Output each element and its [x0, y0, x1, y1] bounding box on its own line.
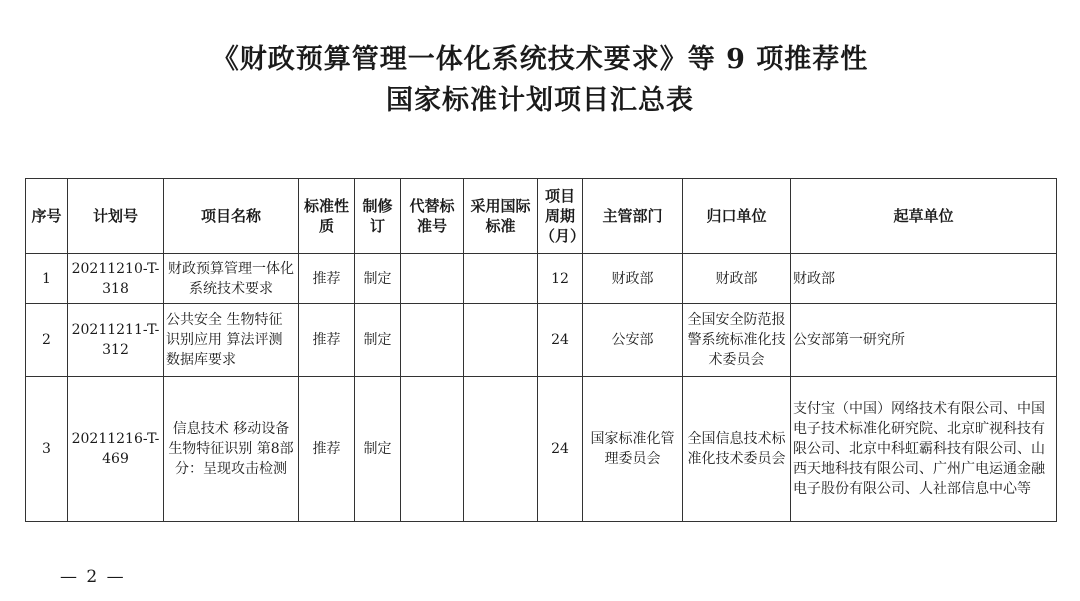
header-revise: 制修订: [355, 179, 401, 254]
table-row: [26, 304, 1057, 377]
cell-intl: [464, 304, 538, 377]
cell-nature: 推荐: [299, 377, 355, 522]
cell-no: 2: [26, 304, 68, 377]
header-no: 序号: [26, 179, 68, 254]
cell-cycle: 12: [538, 254, 583, 304]
cell-revise: 制定: [355, 377, 401, 522]
cell-intl: [464, 254, 538, 304]
standards-table: [25, 178, 1057, 522]
header-unit: 归口单位: [683, 179, 791, 254]
cell-no: 3: [26, 377, 68, 522]
cell-unit: 全国信息技术标准化技术委员会: [683, 377, 791, 522]
cell-revise: 制定: [355, 254, 401, 304]
cell-revise: 制定: [355, 304, 401, 377]
cell-drafter: 财政部: [791, 254, 1057, 304]
cell-dept: 公安部: [583, 304, 683, 377]
cell-no: 1: [26, 254, 68, 304]
cell-nature: 推荐: [299, 254, 355, 304]
cell-cycle: 24: [538, 377, 583, 522]
cell-replace: [401, 377, 464, 522]
table-header-row: [26, 179, 1057, 254]
header-plan: 计划号: [68, 179, 164, 254]
cell-unit: 财政部: [683, 254, 791, 304]
cell-name: 财政预算管理一体化系统技术要求: [164, 254, 299, 304]
table-row: [26, 377, 1057, 522]
table-row: [26, 254, 1057, 304]
cell-unit: 全国安全防范报警系统标准化技术委员会: [683, 304, 791, 377]
cell-plan: 20211216-T-469: [68, 377, 164, 522]
cell-cycle: 24: [538, 304, 583, 377]
header-name: 项目名称: [164, 179, 299, 254]
cell-drafter: 公安部第一研究所: [791, 304, 1057, 377]
header-cycle: 项目周期（月）: [538, 179, 583, 254]
document-title-line1: 《财政预算管理一体化系统技术要求》等 9 项推荐性: [211, 44, 869, 75]
document-title-line2: 国家标准计划项目汇总表: [386, 85, 694, 116]
cell-replace: [401, 254, 464, 304]
cell-dept: 国家标准化管理委员会: [583, 377, 683, 522]
cell-replace: [401, 304, 464, 377]
page-number: — 2 —: [60, 567, 126, 587]
cell-name: 公共安全 生物特征识别应用 算法评测数据库要求: [164, 304, 299, 377]
header-nature: 标准性质: [299, 179, 355, 254]
header-dept: 主管部门: [583, 179, 683, 254]
header-intl: 采用国际标准: [464, 179, 538, 254]
cell-nature: 推荐: [299, 304, 355, 377]
cell-dept: 财政部: [583, 254, 683, 304]
cell-plan: 20211211-T-312: [68, 304, 164, 377]
cell-drafter: 支付宝（中国）网络技术有限公司、中国电子技术标准化研究院、北京旷视科技有限公司、北京中科虹霸科技有限公司、山西天地科技有限公司、广州广电运通金融电子股份有限公司、人社部信息中心等: [791, 377, 1057, 522]
header-replace: 代替标准号: [401, 179, 464, 254]
cell-name: 信息技术 移动设备生物特征识别 第8部分：呈现攻击检测: [164, 377, 299, 522]
cell-intl: [464, 377, 538, 522]
cell-plan: 20211210-T-318: [68, 254, 164, 304]
header-drafter: 起草单位: [791, 179, 1057, 254]
